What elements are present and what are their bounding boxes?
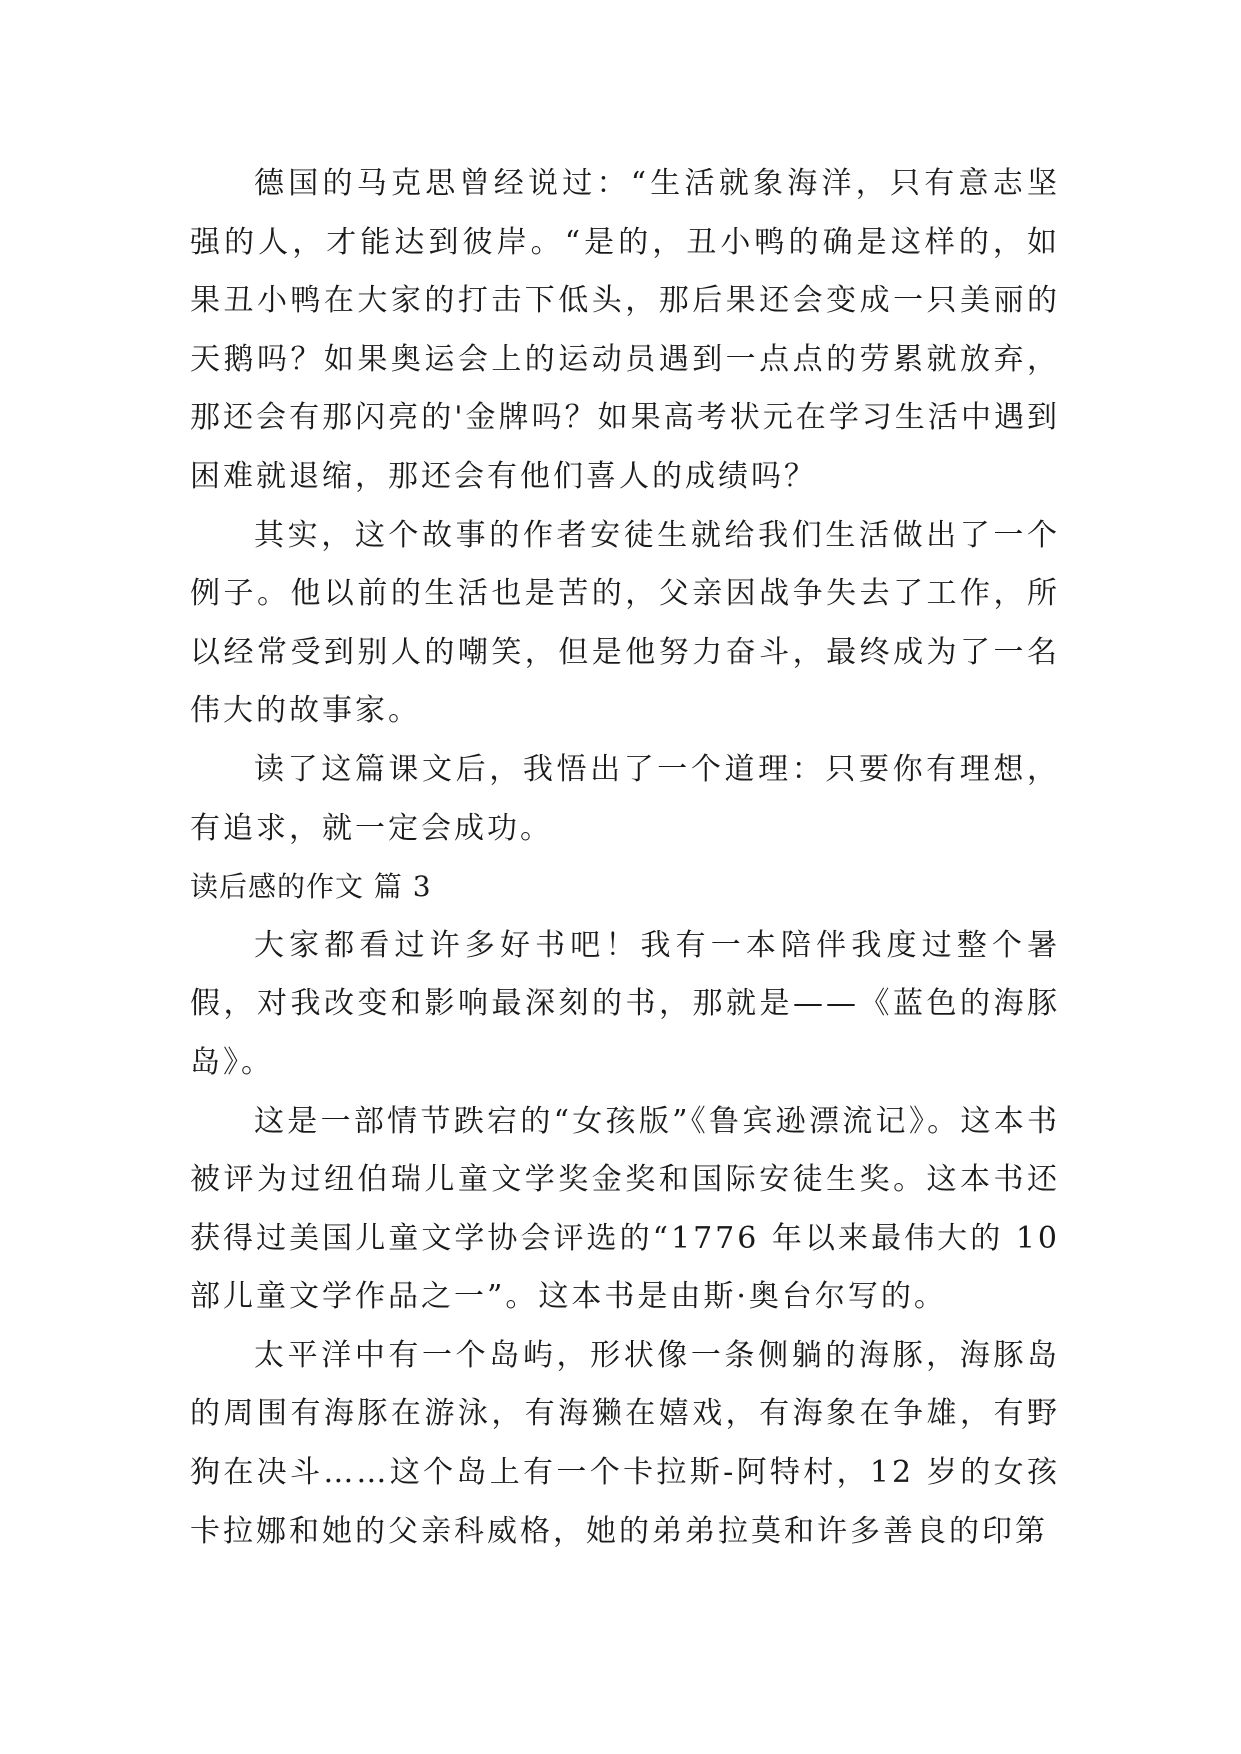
section-heading: 读后感的作文 篇 3 <box>190 870 432 904</box>
paragraph: 德国的马克思曾经说过：“生活就象海洋，只有意志坚强的人，才能达到彼岸。“是的，丑小鸭的确是这样的，如果丑小鸭在大家的打击下低头，那后果还会变成一只美丽的天鹅吗？如果奥运会上的运动员遇到一点点的劳累就放弃，那还会有那闪亮的'金牌吗？如果高考状元在学习生活中遇到困难就退缩，那还会有他们喜人的成绩吗？ <box>190 166 1060 494</box>
paragraph: 其实，这个故事的作者安徒生就给我们生活做出了一个例子。他以前的生活也是苦的，父亲因战争失去了工作，所以经常受到别人的嘲笑，但是他努力奋斗，最终成为了一名伟大的故事家。 <box>190 517 1060 729</box>
paragraph: 大家都看过许多好书吧！我有一本陪伴我度过整个暑假，对我改变和影响最深刻的书，那就是——《蓝色的海豚岛》。 <box>190 927 1060 1080</box>
paragraph: 读了这篇课文后，我悟出了一个道理：只要你有理想，有追求，就一定会成功。 <box>190 751 1060 846</box>
document-body <box>190 155 1060 1561</box>
paragraph: 这是一部情节跌宕的“女孩版”《鲁宾逊漂流记》。这本书被评为过纽伯瑞儿童文学奖金奖和国际安徒生奖。这本书还获得过美国儿童文学协会评选的“1776 年以来最伟大的 10 部儿童文学作品之一”。这本书是由斯·奥台尔写的。 <box>190 1103 1060 1315</box>
paragraph: 太平洋中有一个岛屿，形状像一条侧躺的海豚，海豚岛的周围有海豚在游泳，有海獭在嬉戏，有海象在争雄，有野狗在决斗……这个岛上有一个卡拉斯-阿特村，12 岁的女孩卡拉娜和她的父亲科威格，她的弟弟拉莫和许多善良的印第 <box>190 1337 1060 1549</box>
